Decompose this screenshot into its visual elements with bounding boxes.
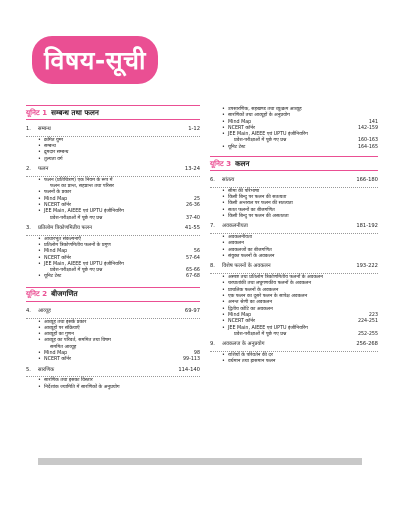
bullet-icon: •: [222, 247, 225, 253]
bullet-icon: •: [222, 312, 225, 318]
chapter-number: 9.: [210, 341, 215, 348]
subitem-title: निर्देशांक ज्यामिति में सारणिकों के अनुप्रयोग: [44, 384, 120, 390]
chapter-row: [26, 367, 200, 374]
chapter-title: प्रतिलोम त्रिकोणमितीय फलन: [38, 224, 92, 231]
chapter-title: सम्बन्ध: [38, 126, 51, 132]
chapter-pages: 69-97: [184, 307, 200, 314]
bullet-icon: •: [38, 325, 41, 331]
bullet-icon: •: [38, 338, 41, 344]
unit-header: [26, 105, 200, 120]
subitem-title: NCERT कॉर्नर: [228, 319, 255, 325]
chapter-number: 7.: [210, 223, 215, 230]
chapter-pages: 256-268: [356, 341, 378, 348]
subitem-pages: 141: [368, 119, 378, 125]
subitem-title: चरघातांकी तथा लघुगणकीय फलनों के अवकलन: [228, 281, 312, 287]
bullet-icon: •: [38, 202, 41, 208]
bullet-icon: •: [222, 214, 225, 220]
chapter-divider: [210, 351, 378, 352]
bullet-icon: •: [222, 241, 225, 247]
chapter-row: [26, 308, 200, 315]
bullet-icon: •: [222, 195, 225, 201]
subitem-title: सममित आव्यूह: [50, 344, 77, 350]
subitem-title: यूनिट टेस्ट: [44, 274, 62, 280]
subitem-pages: 142-159: [357, 125, 378, 131]
subitem-pages: 98: [193, 351, 200, 357]
subitem-title: द्वितीय कोटि का अवकलन: [228, 306, 273, 312]
chapter-row: [210, 177, 378, 184]
bullet-icon: •: [38, 357, 41, 363]
bullet-icon: •: [38, 249, 41, 255]
subitem-title: NCERT कॉर्नर: [228, 125, 255, 131]
bullet-icon: •: [38, 137, 41, 143]
chapter-pages: 114-140: [178, 366, 200, 373]
subitem-title: आधारभूत संकल्पनाएँ: [44, 236, 81, 242]
subitem-title: सारणिकों तथा आव्यूहों के अनुप्रयोग: [228, 113, 290, 119]
subitem-title: फलन का प्रान्त, सहप्रान्त तथा परिसर: [50, 184, 115, 190]
chapter-number: 3.: [26, 224, 31, 231]
bullet-icon: •: [222, 235, 225, 241]
bullet-icon: •: [222, 352, 225, 358]
chapter-title: विशेष फलनों के अवकलन: [222, 263, 271, 270]
subitem-title: एक फलन का दूसरे फलन के सापेक्ष अवकलन: [228, 294, 308, 300]
bullet-icon: •: [222, 275, 225, 281]
bullet-icon: •: [222, 132, 225, 138]
subitem-title: NCERT कॉर्नर: [44, 255, 71, 261]
subitem-pages: 67-68: [186, 274, 200, 280]
bullet-icon: •: [222, 254, 225, 260]
subitem-title: JEE Main, AIEEE एवं UPTU इंजीनियरिंग: [44, 209, 124, 215]
bullet-icon: •: [222, 300, 225, 306]
chapter-row: [210, 341, 378, 348]
subitem-title: यूनिट टेस्ट: [228, 144, 246, 150]
chapter-title: अवकलनीयता: [222, 223, 248, 230]
chapter-title: सांतत्य: [222, 177, 235, 184]
bullet-icon: •: [38, 209, 41, 215]
unit-label: यूनिट 3: [210, 158, 232, 168]
bullet-icon: •: [38, 177, 41, 183]
chapter-pages: 1-12: [188, 126, 200, 132]
chapter-divider: [210, 187, 378, 188]
chapter-divider: [26, 318, 200, 319]
subitem-title: द्रुमदार सम्बन्ध: [44, 150, 69, 156]
toc-subitem: [26, 274, 200, 280]
chapter-pages: 41-55: [184, 224, 200, 231]
unit-spacer: [210, 366, 378, 372]
toc-subitem: [26, 385, 200, 391]
chapter-pages: 181-192: [356, 223, 378, 230]
bullet-icon: •: [38, 274, 41, 280]
subitem-pages: 65-66: [186, 268, 200, 274]
subitem-title: किसी बिन्दु पर फलन की सतत्यता: [228, 195, 287, 201]
subitem-title: NCERT कॉर्नर: [44, 357, 71, 363]
subitem-pages: 25: [193, 196, 200, 202]
toc-left-column: [26, 105, 200, 397]
bullet-icon: •: [222, 306, 225, 312]
toc-subitem: [210, 145, 378, 151]
bullet-icon: •: [222, 144, 225, 150]
subitem-title: किसी अन्तराल पर फलन की सतत्यता: [228, 201, 293, 207]
chapter-number: 5.: [26, 366, 31, 373]
subitem-pages: 160-163: [357, 138, 378, 144]
subitem-title: किसी बिन्दु पर फलन की असततता: [228, 214, 289, 220]
subitem-pages: 56: [193, 249, 200, 255]
bullet-icon: •: [222, 325, 225, 331]
subitem-title: प्रवेश-परीक्षाओं में पूछे गए प्रश्न: [50, 215, 103, 221]
subitem-title: संयुक्त फलनों के अवकलन: [228, 254, 275, 260]
subitem-title: फलन (प्रतिचित्रण) एक नियम के रूप में: [44, 177, 113, 183]
toc-subitem: [210, 214, 378, 220]
subitem-title: क्रमित युग्म: [44, 137, 64, 143]
bullet-icon: •: [38, 351, 41, 357]
subitem-title: सम्बन्ध: [44, 144, 56, 150]
chapter-row: [210, 223, 378, 230]
unit-label: यूनिट 2: [26, 289, 48, 299]
subitem-title: फलनों के प्रकार: [44, 190, 72, 196]
toc-subitem: [210, 332, 378, 338]
bullet-icon: •: [38, 332, 41, 338]
bullet-icon: •: [38, 255, 41, 261]
subitem-pages: 99-113: [183, 357, 200, 363]
subitem-title: सारणिक तथा इसका विस्तार: [44, 378, 93, 384]
chapter-title: अवकलज के अनुप्रयोग: [222, 341, 265, 348]
subitem-pages: 26-36: [186, 202, 200, 208]
bullet-icon: •: [38, 261, 41, 267]
toc-subitem: [26, 157, 200, 163]
chapter-number: 6.: [210, 177, 215, 184]
toc-subitem: [210, 254, 378, 260]
subitem-title: JEE Main, AIEEE एवं UPTU इंजीनियरिंग: [228, 132, 308, 138]
subitem-pages: 37-40: [186, 215, 200, 221]
subitem-title: JEE Main, AIEEE एवं UPTU इंजीनियरिंग: [228, 325, 308, 331]
bullet-icon: •: [38, 144, 41, 150]
subitem-title: JEE Main, AIEEE एवं UPTU इंजीनियरिंग: [44, 261, 124, 267]
toc-subitem: [26, 216, 200, 222]
bullet-icon: •: [38, 384, 41, 390]
unit-name: कलन: [235, 158, 250, 168]
chapter-divider: [210, 273, 378, 274]
unit-name: बीजगणित: [51, 289, 78, 299]
subitem-title: अनन्त श्रेणी का अवकलन: [228, 300, 273, 306]
chapter-pages: 193-222: [356, 263, 378, 270]
bullet-icon: •: [222, 107, 225, 112]
subitem-title: Mind Map: [228, 119, 252, 125]
unit-header: [26, 287, 200, 302]
chapter-divider: [26, 235, 200, 236]
chapter-number: 1.: [26, 126, 31, 132]
chapter-pages: 166-180: [356, 177, 378, 184]
subitem-title: Mind Map: [44, 249, 68, 255]
subitem-title: आव्यूहों पर संक्रियाएँ: [44, 325, 80, 331]
subitem-pages: 223: [368, 312, 378, 318]
subitem-title: आव्यूहों का गुणन: [44, 332, 74, 338]
subitem-title: प्रवेश-परीक्षाओं में पूछे गए प्रश्न: [234, 138, 287, 144]
subitem-title: आव्यूह तथा इसके प्रकार: [44, 319, 87, 325]
unit-header: [210, 156, 378, 171]
bullet-icon: •: [222, 125, 225, 131]
subitem-pages: 164-165: [357, 144, 378, 150]
bullet-icon: •: [222, 319, 225, 325]
subitem-pages: 224-251: [357, 319, 378, 325]
bullet-icon: •: [38, 156, 41, 162]
subitem-title: Mind Map: [44, 196, 68, 202]
unit-spacer: [26, 391, 200, 397]
subitem-title: प्रवेश-परीक्षाओं में पूछे गए प्रश्न: [234, 331, 287, 337]
subitem-title: आव्यूह का परिवर्त, सममित तथा विषम: [44, 338, 111, 344]
subitem-pages: 252-255: [357, 331, 378, 337]
subitem-title: वर्धमान तथा ह्रासमान फलन: [228, 359, 276, 365]
bullet-icon: •: [38, 190, 41, 196]
bullet-icon: •: [38, 378, 41, 384]
chapter-row: [210, 263, 378, 270]
unit-label: यूनिट 1: [26, 107, 48, 117]
subitem-title: तुल्यता वर्ग: [44, 156, 63, 162]
unit-name: सम्बन्ध तथा फलन: [51, 107, 99, 117]
chapter-divider: [26, 176, 200, 177]
subitem-title: सीमा की परिभाषा: [228, 188, 260, 194]
subitem-title: राशियों के परिवर्तन की दर: [228, 352, 273, 358]
chapter-pages: 13-24: [184, 165, 200, 172]
subitem-title: Mind Map: [44, 351, 68, 357]
subitem-title: Mind Map: [228, 312, 252, 318]
bullet-icon: •: [222, 281, 225, 287]
bullet-icon: •: [38, 236, 41, 242]
bullet-icon: •: [222, 294, 225, 300]
bullet-icon: •: [222, 201, 225, 207]
toc-subitem: [210, 359, 378, 365]
subitem-title: प्राचलिक फलनों के अवकलन: [228, 287, 279, 293]
subitem-title: सतत फलनों का बीजगणित: [228, 207, 275, 213]
chapter-row: [26, 126, 200, 133]
subitem-title: प्रतिलोम त्रिकोणमितीय फलनों के प्रगुण: [44, 242, 111, 248]
chapter-divider: [210, 233, 378, 234]
bullet-icon: •: [38, 150, 41, 156]
chapter-title: फलन: [38, 165, 49, 172]
bullet-icon: •: [38, 242, 41, 248]
subitem-title: अवकलन: [228, 241, 244, 247]
chapter-title: सारणिक: [38, 366, 55, 373]
subitem-title: अवकलजों का बीजगणित: [228, 247, 272, 253]
chapter-row: [26, 166, 200, 173]
chapter-number: 4.: [26, 307, 31, 314]
chapter-number: 8.: [210, 263, 215, 270]
subitem-title: अवकलनीयता: [228, 235, 252, 241]
subitem-title: अस्पष्ट तथा प्रतिलोम त्रिकोणमितीय फलनों के अवकलन: [228, 275, 323, 281]
chapter-divider: [26, 136, 200, 137]
chapter-row: [26, 225, 200, 232]
bullet-icon: •: [222, 359, 225, 365]
bottom-decorative-bar: [38, 458, 362, 465]
page-title: विषय-सूची: [32, 36, 158, 84]
bullet-icon: •: [38, 196, 41, 202]
bullet-icon: •: [222, 207, 225, 213]
bullet-icon: •: [222, 113, 225, 119]
toc-right-column: [210, 107, 378, 372]
bullet-icon: •: [222, 119, 225, 125]
chapter-number: 2.: [26, 165, 31, 172]
bullet-icon: •: [222, 188, 225, 194]
subitem-title: उपसारणिक, सहखण्ड तथा व्युत्क्रम आव्यूह: [228, 107, 302, 112]
subitem-title: NCERT कॉर्नर: [44, 202, 71, 208]
toc-subitem: [26, 357, 200, 363]
subitem-title: प्रवेश-परीक्षाओं में पूछे गए प्रश्न: [50, 268, 103, 274]
bullet-icon: •: [38, 319, 41, 325]
subitem-pages: 57-64: [186, 255, 200, 261]
bullet-icon: •: [222, 287, 225, 293]
chapter-title: आव्यूह: [38, 307, 51, 314]
